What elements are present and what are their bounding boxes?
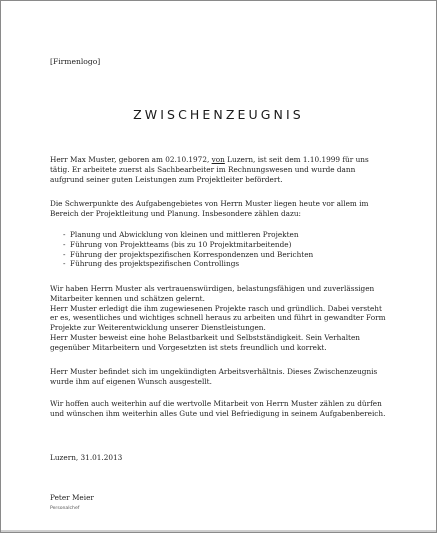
assessment-line: Wir haben Herrn Muster als vertrauenswürdigen, belastungsfähigen und zuverlässigen Mitarbeiter kennen und schätzen gelernt. (50, 284, 375, 303)
list-item (50, 250, 388, 260)
list-item (50, 259, 388, 269)
intro-underlined-word: von (211, 155, 225, 164)
list-bullet: - (63, 249, 66, 259)
list-bullet: - (63, 230, 66, 239)
closing-paragraph (50, 399, 388, 419)
list-item-text: Führung des projektspezifischen Controllings (70, 259, 240, 269)
employment-status-paragraph (50, 367, 388, 387)
list-item-text: Planung und Abwicklung von kleinen und mittleren Projekten (70, 230, 299, 239)
document-title: ZWISCHENZEUGNIS (133, 107, 304, 122)
assessment-line: Herr Muster beweist eine hohe Belastbarkeit und Selbstständigkeit. Sein Verhalten gegenüber Mitarbeitern und Vorgesetzten ist stets freundlich und korrekt. (50, 332, 360, 352)
list-item-text: Führung von Projektteams (bis zu 10 Projektmitarbeitende) (70, 239, 292, 249)
intro-paragraph (50, 155, 388, 184)
list-bullet: - (63, 239, 66, 249)
list-item (50, 230, 388, 240)
page-bottom-edge (1, 530, 436, 532)
intro-text-b: Luzern, ist seit dem 1.10.1999 für uns tätig. Er arbeitete zuerst als Sachbearbeiter im Rechnungswesen und wurde dann aufgrund seiner guten Leistungen zum Projektleiter befördert. (50, 155, 369, 184)
closing-text: Wir hoffen auch weiterhin auf die wertvolle Mitarbeit von Herrn Muster zählen zu dürfen und wünschen ihm weiterhin alles Gute und viel Befriedigung in seinem Aufgabenbereich. (50, 399, 386, 418)
list-item (50, 240, 388, 250)
employment-status-text: Herr Muster befindet sich im ungekündigten Arbeitsverhältnis. Dieses Zwischenzeugnis wurde ihm auf eigenen Wunsch ausgestellt. (50, 367, 378, 386)
signatory-role: Personalchef (50, 506, 80, 511)
signatory-name: Peter Meier (50, 493, 94, 502)
assessment-paragraph (50, 284, 388, 353)
list-bullet: - (63, 259, 66, 269)
list-item-text: Führung der projektspezifischen Korrespondenzen und Berichten (70, 249, 314, 259)
place-date: Luzern, 31.01.2013 (50, 453, 123, 462)
intro-text-a: Herr Max Muster, geboren am 02.10.1972, (50, 155, 212, 164)
duties-list (50, 230, 388, 269)
duties-paragraph (50, 199, 388, 219)
duties-text: Die Schwerpunkte des Aufgabengebietes von Herrn Muster liegen heute vor allem im Bereich der Projektleitung und Planung. Insbesondere zählen dazu: (50, 199, 369, 218)
assessment-line: Herr Muster erledigt die ihm zugewiesenen Projekte rasch und gründlich. Dabei versteht er es, wesentliches und wichtiges schnell heraus zu arbeiten und führt in gewandter Form Projekte zur Weiterentwicklung unserer Dienstleistungen. (50, 303, 386, 333)
company-logo-placeholder: [Firmenlogo] (50, 57, 101, 66)
